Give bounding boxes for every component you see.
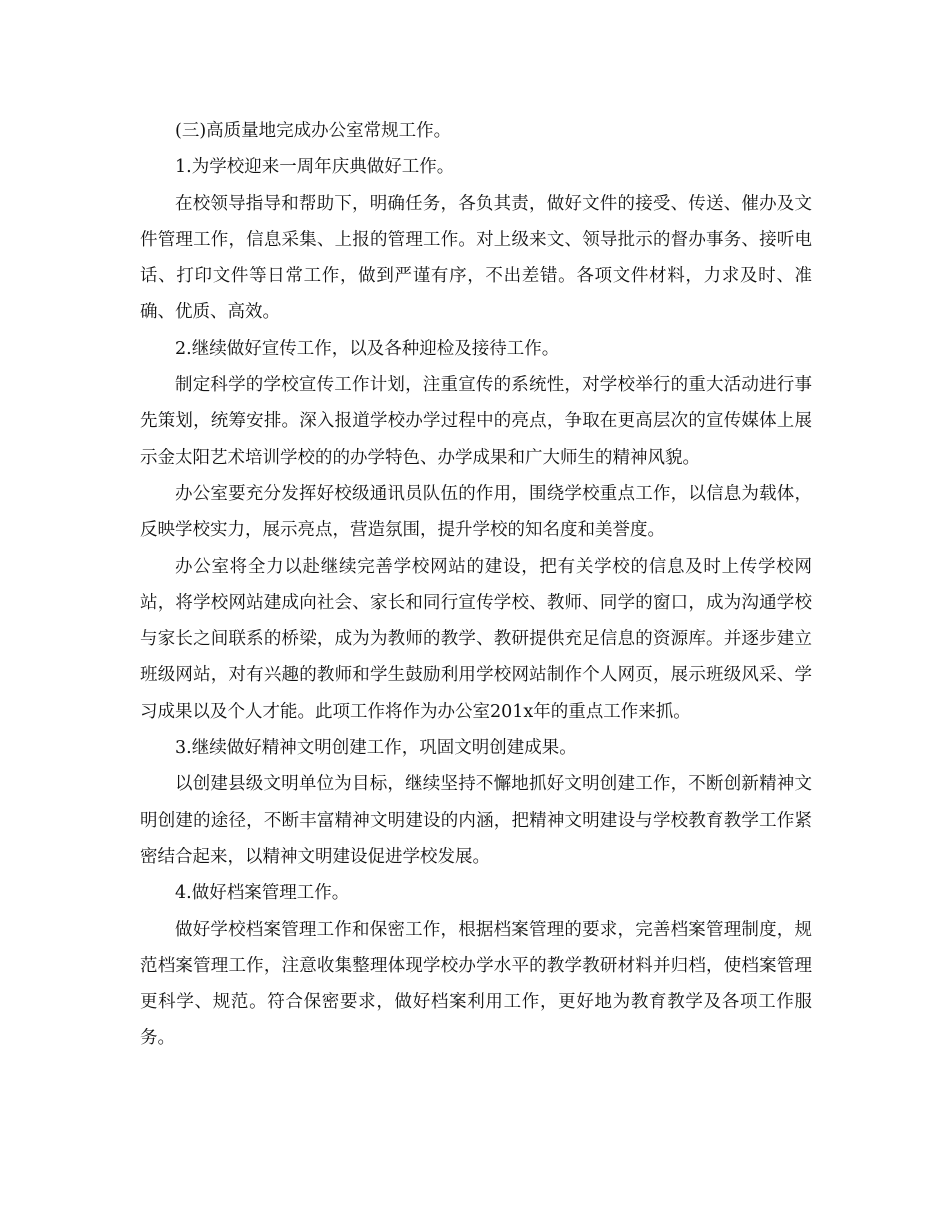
body-paragraph: 办公室要充分发挥好校级通讯员队伍的作用，围绕学校重点工作，以信息为载体，反映学校实力，展示亮点，营造氛围，提升学校的知名度和美誉度。: [140, 483, 812, 541]
item-heading-2: 2.继续做好宣传工作，以及各种迎检及接待工作。: [175, 338, 560, 359]
body-paragraph: 以创建县级文明单位为目标，继续坚持不懈地抓好文明创建工作，不断创新精神文明创建的途径，不断丰富精神文明建设的内涵，把精神文明建设与学校教育教学工作紧密结合起来，以精神文明建设促进学校发展。: [140, 774, 812, 867]
item-heading-1: 1.为学校迎来一周年庆典做好工作。: [175, 157, 455, 178]
body-paragraph: 办公室将全力以赴继续完善学校网站的建设，把有关学校的信息及时上传学校网站，将学校网站建成向社会、家长和同行宣传学校、教师、同学的窗口，成为沟通学校与家长之间联系的桥梁，成为为教师的教学、教研提供充足信息的资源库。并逐步建立班级网站，对有兴趣的教师和学生鼓励利用学校网站制作个人网页，展示班级风采、学习成果以及个人才能。此项工作将作为办公室201x年的重点工作来抓。: [140, 556, 812, 722]
item-heading-4: 4.做好档案管理工作。: [175, 883, 350, 904]
body-paragraph: 在校领导指导和帮助下，明确任务，各负其责，做好文件的接受、传送、催办及文件管理工作，信息采集、上报的管理工作。对上级来文、领导批示的督办事务、接听电话、打印文件等日常工作，做到严谨有序，不出差错。各项文件材料，力求及时、准确、优质、高效。: [140, 193, 812, 323]
section-heading: (三)高质量地完成办公室常规工作。: [175, 121, 452, 141]
document-body: [140, 113, 812, 1057]
body-paragraph: 制定科学的学校宣传工作计划，注重宣传的系统性，对学校举行的重大活动进行事先策划，统筹安排。深入报道学校办学过程中的亮点，争取在更高层次的宣传媒体上展示金太阳艺术培训学校的的办学特色、办学成果和广大师生的精神风貌。: [140, 375, 812, 468]
item-heading-3: 3.继续做好精神文明创建工作，巩固文明创建成果。: [175, 738, 577, 759]
body-paragraph: 做好学校档案管理工作和保密工作，根据档案管理的要求，完善档案管理制度，规范档案管理工作，注意收集整理体现学校办学水平的教学教研材料并归档，使档案管理更科学、规范。符合保密要求，做好档案利用工作，更好地为教育教学及各项工作服务。: [140, 919, 812, 1049]
